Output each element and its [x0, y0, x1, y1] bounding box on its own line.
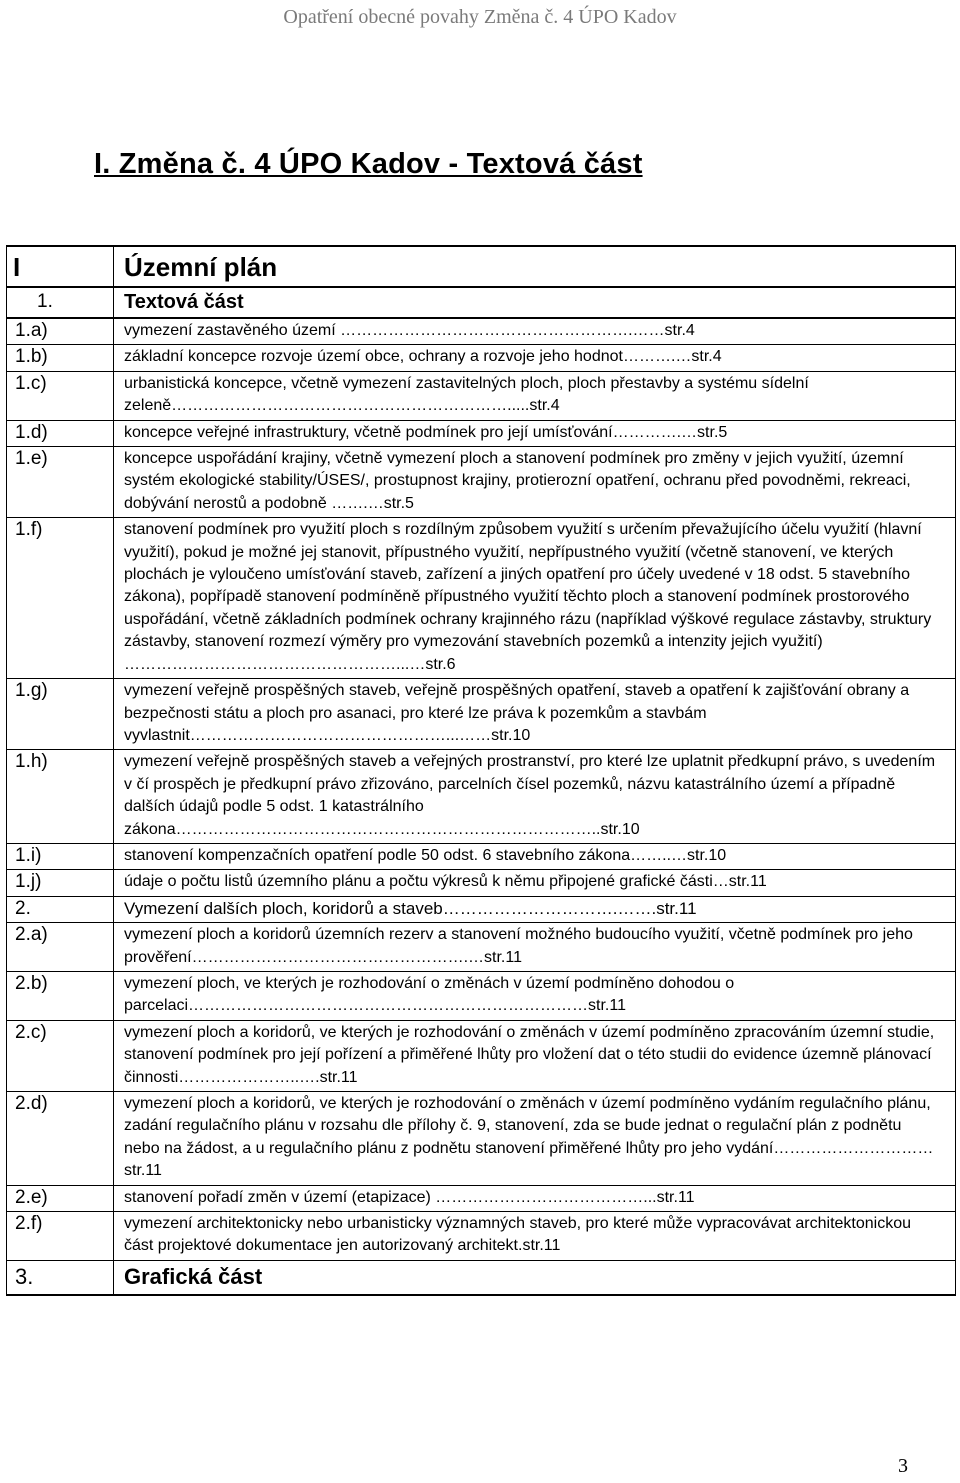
toc-item-number: 2.e) [7, 1185, 114, 1211]
page-number: 3 [898, 1455, 908, 1477]
toc-item-number: 1.f) [7, 518, 114, 679]
toc-item-text: stanovení pořadí změn v území (etapizace) …………………………………...str.11 [114, 1185, 956, 1211]
toc-row [7, 843, 956, 869]
toc-item-text: vymezení architektonicky nebo urbanisticky významných staveb, pro které může vypracovávat architektonickou část projektové dokumentace jen autorizovaný architekt.str.11 [114, 1212, 956, 1261]
toc-row [7, 371, 956, 420]
toc-item-text: vymezení ploch a koridorů územních rezerv a stanovení možného budoucího využití, včetně podmínek pro jeho prověření…………………………………………….…str.11 [114, 923, 956, 972]
toc-item-number: 1.a) [7, 318, 114, 345]
table-of-contents [6, 245, 956, 1296]
toc-item-number: 1.c) [7, 371, 114, 420]
toc-section-label: Textová část [114, 287, 956, 318]
toc-item-text: vymezení ploch a koridorů, ve kterých je rozhodování o změnách v území podmíněno zpracováním územní studie, stanovení podmínek pro její pořízení a přiměřené lhůty pro vložení dat o této studii do evidence územně plánovací činnosti…………………..….str.11 [114, 1020, 956, 1091]
toc-item-text: vymezení veřejně prospěšných staveb, veřejně prospěšných opatření, staveb a opatření k zajišťování obrany a bezpečnosti státu a ploch pro asanaci, pro které lze práva k pozemkům a stavbám vyvlastnit…………………………………………...……str.10 [114, 679, 956, 750]
toc-item-number: 1.d) [7, 420, 114, 446]
toc-item-text: vymezení veřejně prospěšných staveb a veřejných prostranství, pro které lze uplatnit předkupní právo, s uvedením v čí prospěch je předkupní právo zřizováno, parcelních čísel pozemků, názvu katastrálního území a případně dalších údajů podle 5 odst. 1 katastrálního zákona……………………………………………………………………..str.10 [114, 750, 956, 844]
toc-item-text: vymezení ploch a koridorů, ve kterých je rozhodování o změnách v území podmíněno vydáním regulačního plánu, zadání regulačního plánu v rozsahu dle přílohy č. 9, stanovení, zda se bude jednat o regulační plán z podnětu nebo na žádost, a u regulačního plánu z podnětu stanovení přiměřené lhůty pro jeho vydání…………………………str.11 [114, 1092, 956, 1186]
toc-part-row [7, 246, 956, 287]
toc-row [7, 518, 956, 679]
toc-row [7, 1185, 956, 1211]
toc-item-text: vymezení zastavěného území ……………………………………………….……str.4 [114, 318, 956, 345]
toc-item-number: 1.i) [7, 843, 114, 869]
toc-section-row [7, 1260, 956, 1295]
toc-row [7, 345, 956, 371]
toc-row [7, 1212, 956, 1261]
toc-item-number: 2.f) [7, 1212, 114, 1261]
toc-item-text: koncepce uspořádání krajiny, včetně vymezení ploch a stanovení podmínek pro změny v jejich využití, územní systém ekologické stability/ÚSES/, prostupnost krajiny, protierozní opatření, ochranu před povodněmi, rekreaci, dobývání nerostů a podobně …….…str.5 [114, 447, 956, 518]
toc-item-text: stanovení kompenzačních opatření podle 50 odst. 6 stavebního zákona……..…str.10 [114, 843, 956, 869]
toc-item-number: 1.e) [7, 447, 114, 518]
toc-row [7, 420, 956, 446]
toc-item-number: 1.h) [7, 750, 114, 844]
toc-item-number: 1.j) [7, 870, 114, 896]
document-title: I. Změna č. 4 ÚPO Kadov - Textová část [94, 148, 643, 180]
toc-row [7, 971, 956, 1020]
toc-row [7, 318, 956, 345]
toc-item-text: stanovení podmínek pro využití ploch s rozdílným způsobem využití s určením převažujícího účelu využití (hlavní využití), pokud je možné jej stanovit, přípustného využití, nepřípustného využití (včetně stanovení, ve kterých plochách je vyloučeno umísťování staveb, zařízení a jiných opatření pro účely uvedené v 18 odst. 5 stavebního zákona), popřípadě stanovení podmíněně přípustného využití těchto ploch a stanovení podmínek prostorového uspořádání, včetně základních podmínek ochrany krajinného rázu (například výškové regulace zástavby, struktury zástavby, stanovení rozmezí výměry pro vymezování stavebních pozemků a intenzity jejich využití) ……………………………………………...…str.6 [114, 518, 956, 679]
toc-item-number: 2.d) [7, 1092, 114, 1186]
toc-section-label: Vymezení dalších ploch, koridorů a staveb………………………….…….str.11 [114, 896, 956, 922]
running-header: Opatření obecné povahy Změna č. 4 ÚPO Kadov [283, 6, 677, 28]
toc-item-text: údaje o počtu listů územního plánu a počtu výkresů k němu připojené grafické části…str.11 [114, 870, 956, 896]
toc-item-number: 1.g) [7, 679, 114, 750]
toc-section-number: 1. [7, 287, 114, 318]
toc-item-text: urbanistická koncepce, včetně vymezení zastavitelných ploch, ploch přestavby a systému sídelní zeleně……………………………………………………….....str.4 [114, 371, 956, 420]
toc-row [7, 679, 956, 750]
toc-section-row [7, 896, 956, 922]
toc-item-number: 2.a) [7, 923, 114, 972]
toc-row [7, 923, 956, 972]
toc-row [7, 1092, 956, 1186]
toc-section-number: 3. [7, 1260, 114, 1295]
toc-item-text: koncepce veřejné infrastruktury, včetně podmínek pro její umísťování………….…str.5 [114, 420, 956, 446]
toc-item-text: vymezení ploch, ve kterých je rozhodování o změnách v území podmíněno dohodou o parcelaci…………………………………………………………………str.11 [114, 971, 956, 1020]
toc-item-text: základní koncepce rozvoje území obce, ochrany a rozvoje jeho hodnot……….…str.4 [114, 345, 956, 371]
toc-section-number: 2. [7, 896, 114, 922]
toc-part-number: I [7, 246, 114, 287]
toc-item-number: 2.b) [7, 971, 114, 1020]
toc-row [7, 750, 956, 844]
toc-row [7, 447, 956, 518]
toc-part-label: Územní plán [114, 246, 956, 287]
toc-section-label: Grafická část [114, 1260, 956, 1295]
toc-section-row [7, 287, 956, 318]
toc-item-number: 2.c) [7, 1020, 114, 1091]
toc-row [7, 870, 956, 896]
toc-row [7, 1020, 956, 1091]
toc-item-number: 1.b) [7, 345, 114, 371]
